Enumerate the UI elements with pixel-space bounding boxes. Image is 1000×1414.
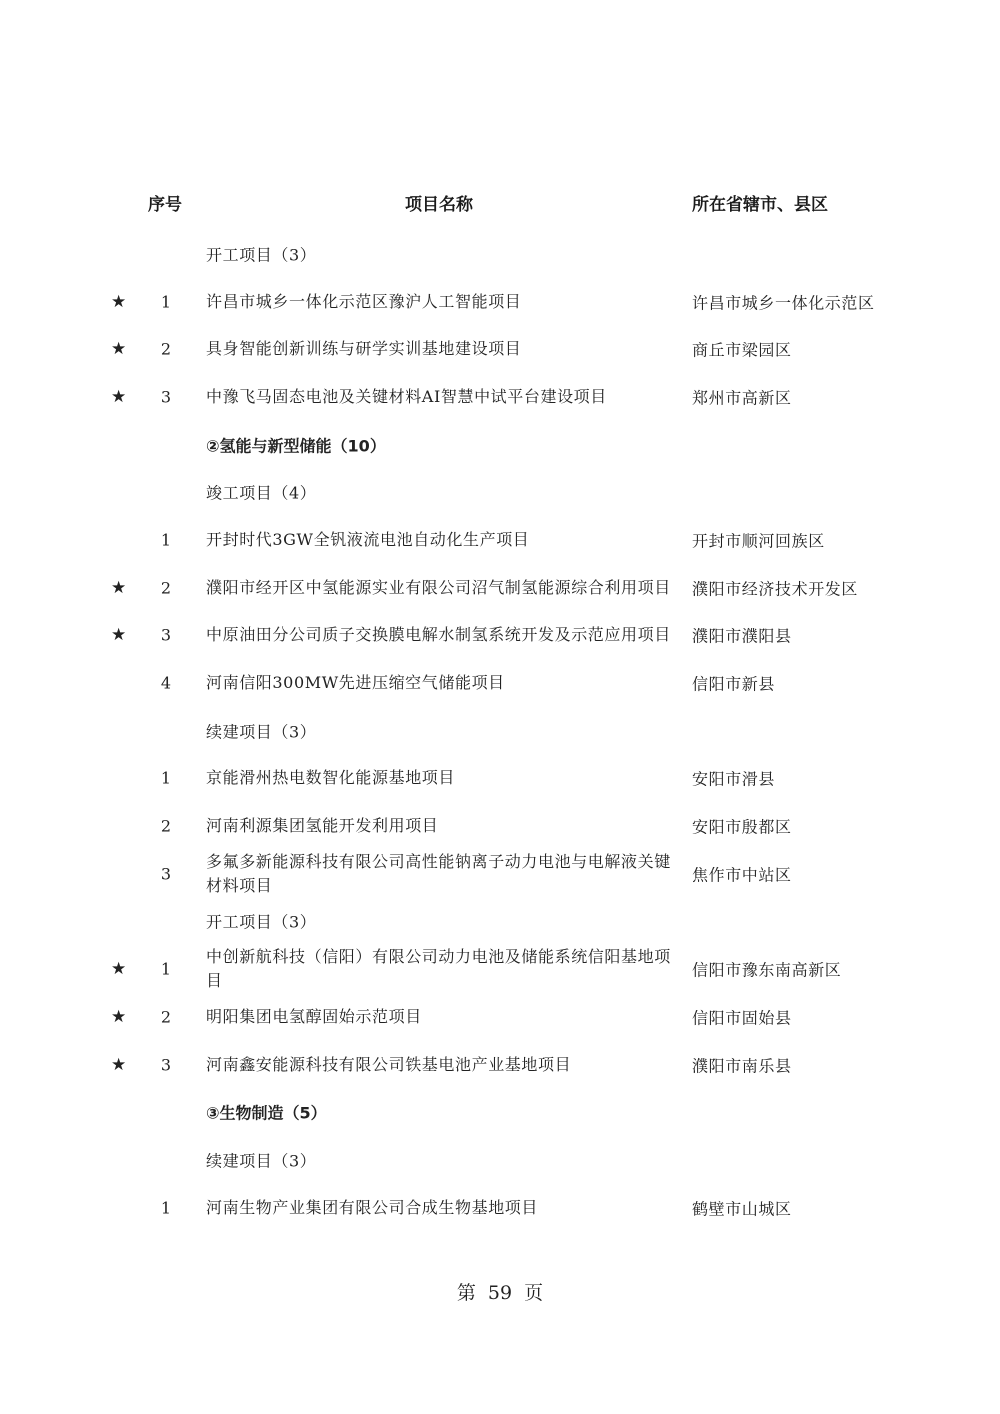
row-location: 濮阳市经济技术开发区 [692, 579, 859, 599]
table-row [0, 564, 1000, 612]
table-row [0, 373, 1000, 421]
subsection-text: 续建项目（3） [206, 722, 317, 742]
subsection-text: 开工项目（3） [206, 245, 317, 265]
key-project-star-icon: ★ [111, 625, 127, 646]
row-location: 信阳市新县 [692, 674, 776, 694]
row-seq: 2 [160, 816, 172, 836]
row-project-name: 许昌市城乡一体化示范区豫沪人工智能项目 [206, 291, 522, 311]
key-project-star-icon: ★ [111, 1054, 127, 1075]
row-seq: 1 [160, 768, 172, 788]
header-seq: 序号 [148, 195, 182, 215]
key-project-star-icon: ★ [111, 291, 127, 312]
table-row [0, 325, 1000, 373]
row-seq: 1 [160, 1198, 172, 1218]
row-seq: 3 [160, 864, 172, 884]
row-project-name: 中豫飞马固态电池及关键材料AI智慧中试平台建设项目 [206, 386, 607, 406]
row-seq: 3 [160, 625, 172, 645]
row-location: 开封市顺河回族区 [692, 531, 825, 551]
row-location: 郑州市高新区 [692, 388, 792, 408]
row-project-name: 河南利源集团氢能开发利用项目 [206, 816, 439, 836]
row-location: 濮阳市濮阳县 [692, 626, 792, 646]
row-location: 信阳市固始县 [692, 1008, 792, 1028]
row-seq: 1 [160, 959, 172, 979]
row-location: 信阳市豫东南高新区 [692, 960, 842, 980]
table-row [0, 993, 1000, 1041]
subsection-text: 开工项目（3） [206, 912, 317, 932]
table-row [0, 612, 1000, 660]
row-location: 许昌市城乡一体化示范区 [692, 293, 875, 313]
key-project-star-icon: ★ [111, 959, 127, 980]
subsection-label [0, 1136, 1000, 1184]
row-seq: 4 [160, 673, 172, 693]
row-project-name: 河南信阳300MW先进压缩空气储能项目 [206, 673, 505, 693]
key-project-star-icon: ★ [111, 1006, 127, 1027]
subsection-label [0, 707, 1000, 755]
row-seq: 1 [160, 292, 172, 312]
category-heading [0, 421, 1000, 469]
table-row [0, 1184, 1000, 1232]
row-seq: 2 [160, 339, 172, 359]
row-seq: 2 [160, 1007, 172, 1027]
table-row [0, 945, 1000, 993]
category-label: ③生物制造（5） [206, 1103, 327, 1123]
subsection-label [0, 230, 1000, 278]
row-location: 濮阳市南乐县 [692, 1056, 792, 1076]
category-label: ②氢能与新型储能（10） [206, 436, 386, 456]
row-project-name: 濮阳市经开区中氢能源实业有限公司沼气制氢能源综合利用项目 [206, 577, 671, 597]
subsection-text: 续建项目（3） [206, 1151, 317, 1171]
row-seq: 3 [160, 1055, 172, 1075]
row-location: 安阳市滑县 [692, 769, 776, 789]
subsection-label [0, 898, 1000, 946]
table-row [0, 516, 1000, 564]
row-location: 安阳市殷都区 [692, 817, 792, 837]
table-header [0, 184, 1000, 220]
project-table [0, 230, 1000, 1231]
row-seq: 1 [160, 530, 172, 550]
row-project-name: 河南生物产业集团有限公司合成生物基地项目 [206, 1197, 539, 1217]
page-number: 第 59 页 [456, 1282, 544, 1304]
row-project-name: 京能滑州热电数智化能源基地项目 [206, 768, 456, 788]
category-heading [0, 1088, 1000, 1136]
table-row [0, 802, 1000, 850]
table-row [0, 659, 1000, 707]
table-row [0, 1041, 1000, 1089]
row-seq: 3 [160, 387, 172, 407]
row-project-name: 明阳集团电氢醇固始示范项目 [206, 1006, 422, 1026]
header-project-name: 项目名称 [405, 195, 473, 215]
header-location: 所在省辖市、县区 [692, 195, 828, 215]
row-project-name: 多氟多新能源科技有限公司高性能钠离子动力电池与电解液关键材料项目 [206, 851, 671, 895]
row-project-name: 具身智能创新训练与研学实训基地建设项目 [206, 339, 522, 359]
key-project-star-icon: ★ [111, 339, 127, 360]
row-project-name: 中创新航科技（信阳）有限公司动力电池及储能系统信阳基地项目 [206, 947, 671, 991]
row-location: 商丘市梁园区 [692, 340, 792, 360]
table-row [0, 755, 1000, 803]
row-project-name: 河南鑫安能源科技有限公司铁基电池产业基地项目 [206, 1054, 572, 1074]
row-project-name: 开封时代3GW全钒液流电池自动化生产项目 [206, 529, 530, 549]
row-project-name: 中原油田分公司质子交换膜电解水制氢系统开发及示范应用项目 [206, 625, 671, 645]
subsection-label [0, 468, 1000, 516]
row-seq: 2 [160, 578, 172, 598]
subsection-text: 竣工项目（4） [206, 483, 317, 503]
key-project-star-icon: ★ [111, 577, 127, 598]
table-row [0, 850, 1000, 898]
table-row [0, 278, 1000, 326]
row-location: 焦作市中站区 [692, 865, 792, 885]
row-location: 鹤壁市山城区 [692, 1199, 792, 1219]
key-project-star-icon: ★ [111, 386, 127, 407]
